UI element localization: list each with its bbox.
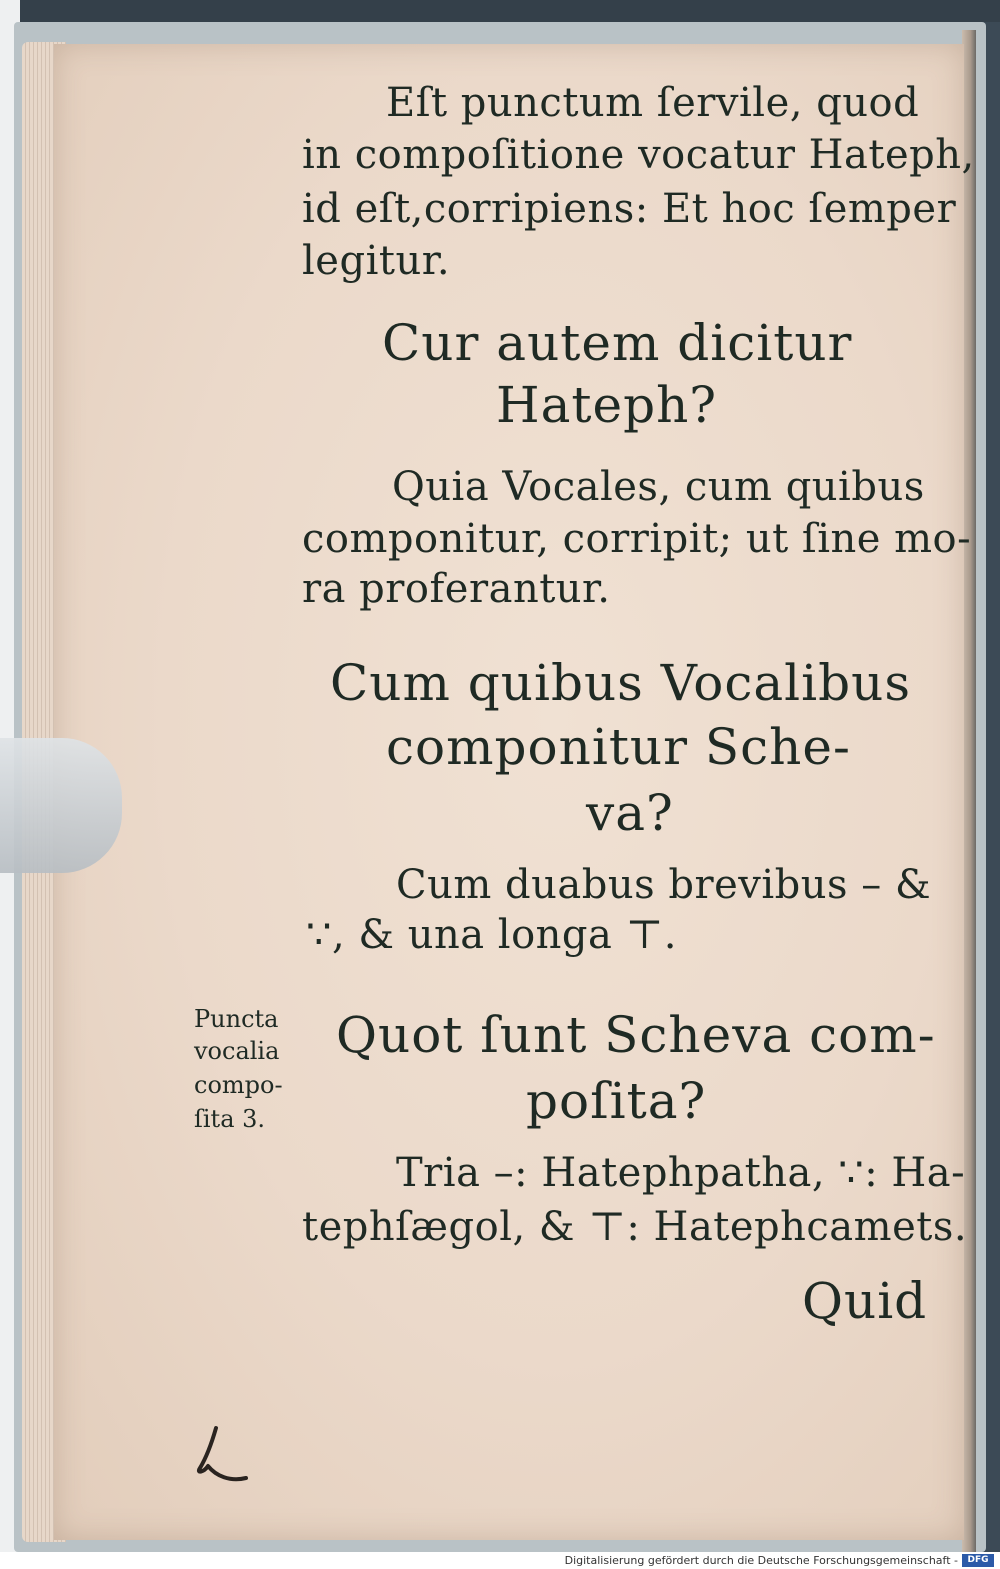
paragraph-1-line-4: legitur. bbox=[302, 238, 451, 284]
heading-3-line-1: Quot ſunt Scheva com- bbox=[336, 1006, 936, 1064]
footer-credit: Digitalisierung gefördert durch die Deutsche Forschungsgemeinschaft - bbox=[564, 1554, 958, 1567]
heading-2-line-1: Cum quibus Vocalibus bbox=[330, 654, 912, 712]
margin-note-line-1: Puncta bbox=[194, 1005, 279, 1033]
paragraph-1-line-3: id eſt,corripiens: Et hoc ſemper bbox=[302, 186, 957, 232]
margin-note-line-3: compo- bbox=[194, 1071, 283, 1099]
heading-1-line-1: Cur autem dicitur bbox=[382, 314, 853, 372]
plastic-clip bbox=[0, 738, 122, 873]
paragraph-3-line-2: ∵, & una longa ⊤. bbox=[306, 912, 677, 958]
paragraph-3-line-1: Cum duabus brevibus – & bbox=[396, 862, 932, 908]
scan-background-top bbox=[0, 0, 1000, 22]
margin-note-line-2: vocalia bbox=[194, 1037, 280, 1065]
heading-2-line-3: va? bbox=[586, 784, 674, 842]
heading-3-line-2: poſita? bbox=[526, 1072, 707, 1130]
book-right-edge bbox=[962, 30, 976, 1552]
heading-2-line-2: componitur Sche- bbox=[386, 718, 851, 776]
paragraph-1-line-1: Eſt punctum ſervile, quod bbox=[386, 80, 920, 126]
paragraph-2-line-3: ra proferantur. bbox=[302, 566, 611, 612]
paragraph-4-line-2: tephſægol, & ⊤: Hatephcamets. bbox=[302, 1204, 968, 1250]
paragraph-1-line-2: in compoſitione vocatur Hateph, bbox=[302, 132, 975, 178]
paragraph-2-line-1: Quia Vocales, cum quibus bbox=[392, 464, 925, 510]
catchword: Quid bbox=[802, 1272, 928, 1330]
paragraph-4-line-1: Tria –: Hatephpatha, ∵: Ha- bbox=[396, 1150, 966, 1196]
handwritten-mark-icon bbox=[186, 1422, 256, 1492]
paragraph-2-line-2: componitur, corripit; ut ſine mo- bbox=[302, 516, 972, 562]
footer-bar bbox=[0, 1552, 1000, 1569]
heading-1-line-2: Hateph? bbox=[496, 376, 718, 434]
margin-note-line-4: ſita 3. bbox=[194, 1105, 266, 1133]
dfg-logo: DFG bbox=[962, 1554, 994, 1567]
